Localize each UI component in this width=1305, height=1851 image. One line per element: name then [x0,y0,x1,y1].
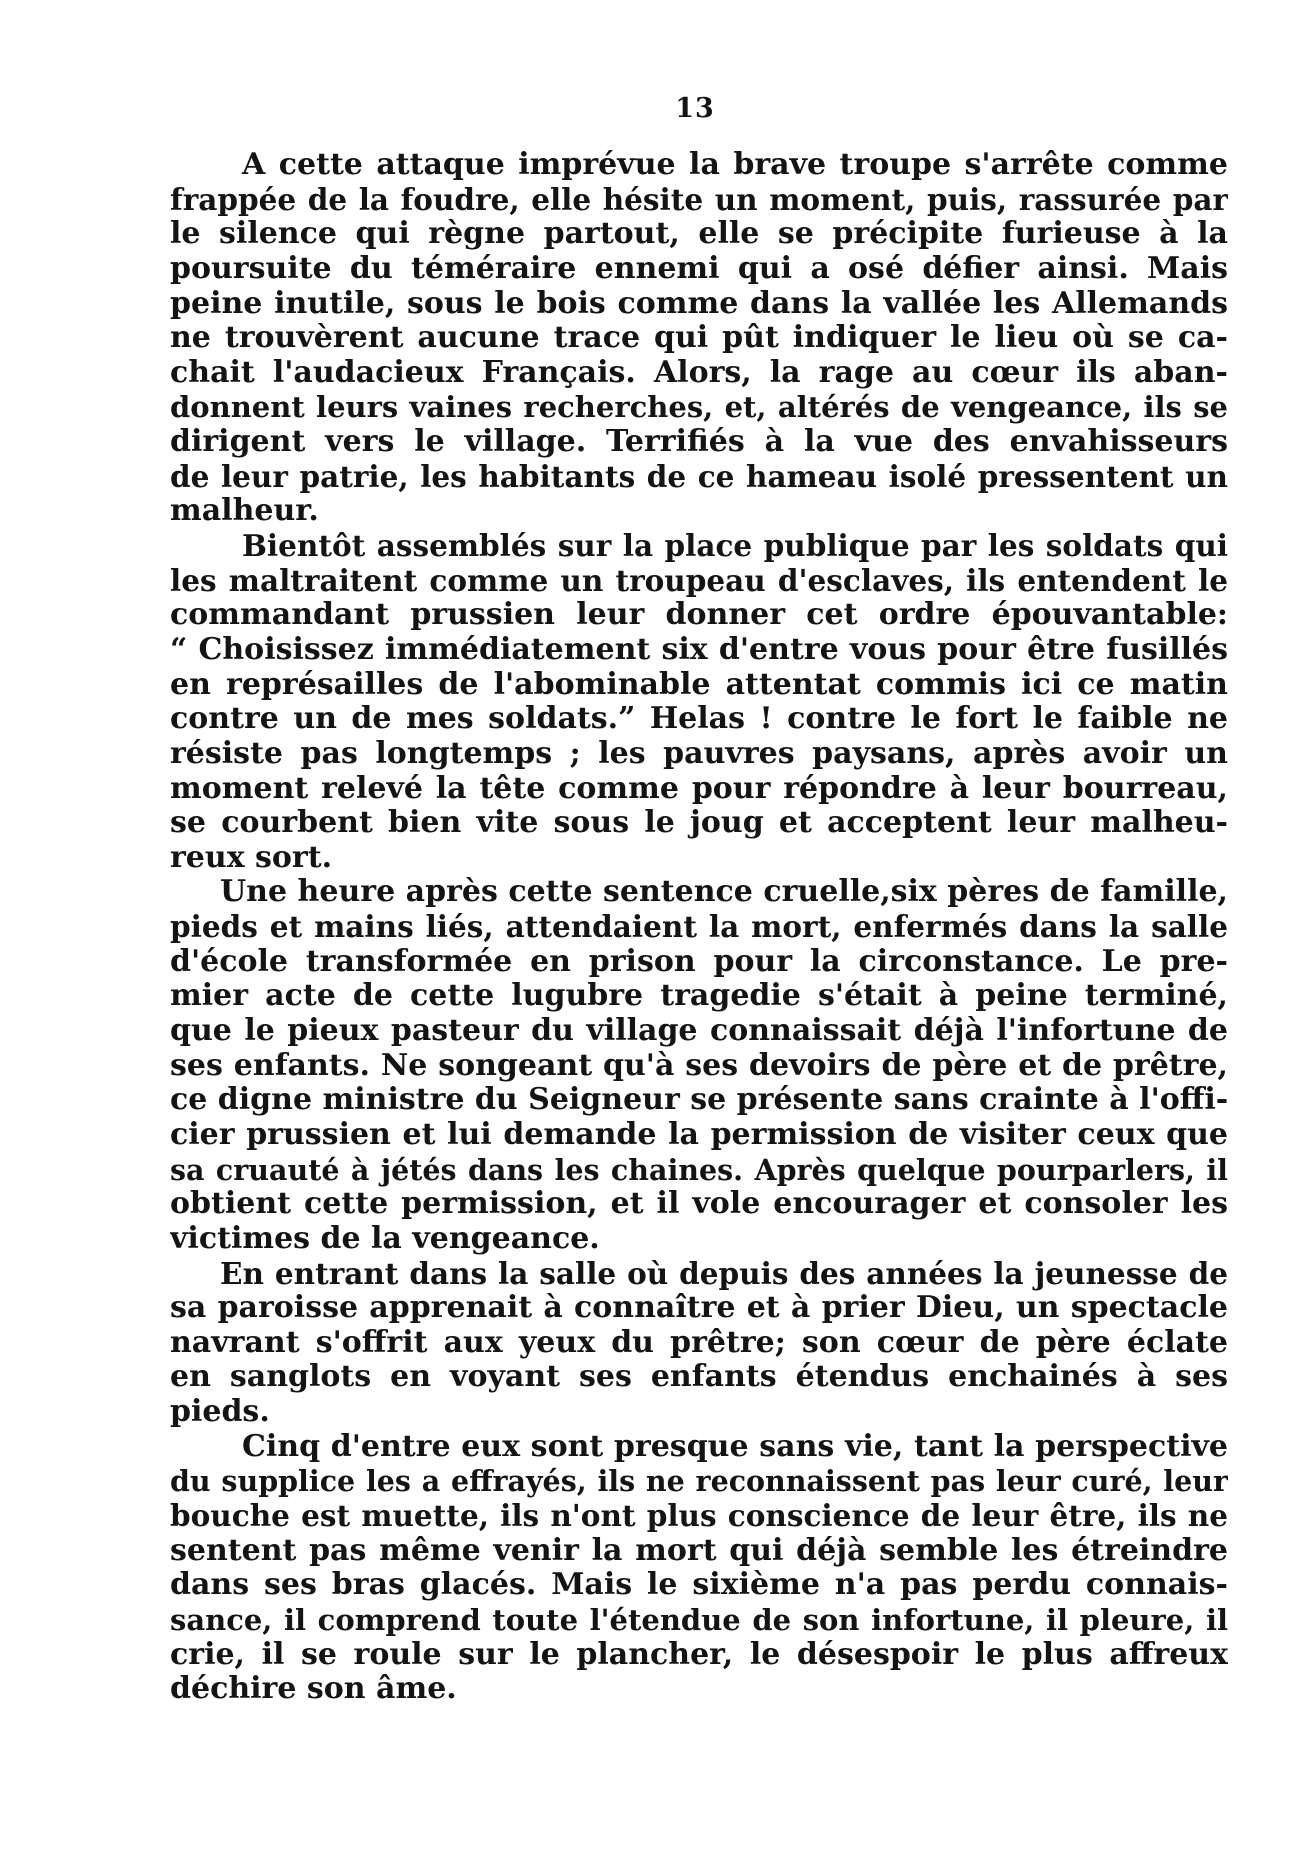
text-line: Cinq d'entre eux sont presque sans vie, tant la perspective [242,1429,1228,1464]
text-line: poursuite du téméraire ennemi qui a osé défier ainsi. Mais [170,251,1228,286]
text-line: les maltraitent comme un troupeau d'esclaves, ils entendent le [170,563,1228,598]
text-line: cier prussien et lui demande la permission de visiter ceux que [170,1117,1228,1152]
text-line: obtient cette permission, et il vole encourager et consoler les [170,1187,1228,1222]
text-line: dirigent vers le village. Terrifiés à la vue des envahisseurs [170,425,1228,460]
text-line: dans ses bras glacés. Mais le sixième n'a pas perdu connais- [170,1568,1228,1603]
text-line: Une heure après cette sentence cruelle,six pères de famille, [220,875,1228,910]
text-line: frappée de la foudre, elle hésite un moment, puis, rassurée par [170,182,1228,217]
text-line: commandant prussien leur donner cet ordre épouvantable: [170,598,1228,633]
text-line: mier acte de cette lugubre tragedie s'était à peine terminé, [170,979,1228,1014]
page-text [170,148,1228,1707]
text-line: navrant s'offrit aux yeux du prêtre; son cœur de père éclate [170,1325,1228,1360]
text-line: se courbent bien vite sous le joug et acceptent leur malheu- [170,806,1228,841]
text-line: ne trouvèrent aucune trace qui pût indiquer le lieu où se ca- [170,321,1228,356]
text-line: sentent pas même venir la mort qui déjà semble les étreindre [170,1533,1228,1568]
paragraph [170,148,1228,529]
text-line: du supplice les a effrayés, ils ne reconnaissent pas leur curé, leur [170,1464,1228,1499]
text-line: En entrant dans la salle où depuis des années la jeunesse de [220,1256,1228,1291]
text-line: ses enfants. Ne songeant qu'à ses devoirs de père et de prêtre, [170,1048,1228,1083]
text-line: bouche est muette, ils n'ont plus conscience de leur être, ils ne [170,1498,1228,1533]
text-line: en sanglots en voyant ses enfants étendus enchainés à ses [170,1360,1228,1395]
text-line: sance, il comprend toute l'étendue de son infortune, il pleure, il [170,1602,1228,1637]
text-line: d'école transformée en prison pour la circonstance. Le pre- [170,944,1228,979]
text-line: sa cruauté à jétés dans les chaines. Après quelque pourparlers, il [170,1152,1228,1187]
text-line: le silence qui règne partout, elle se précipite furieuse à la [170,217,1228,252]
text-line: donnent leurs vaines recherches, et, altérés de vengeance, ils se [170,390,1228,425]
text-line: que le pieux pasteur du village connaissait déjà l'infortune de [170,1014,1228,1049]
text-line: A cette attaque imprévue la brave troupe s'arrête comme [242,148,1228,182]
text-line: déchire son âme. [170,1672,457,1707]
text-line: Bientôt assemblés sur la place publique par les soldats qui [242,529,1228,564]
text-line: ce digne ministre du Seigneur se présente sans crainte à l'offi- [170,1083,1228,1118]
paragraph [170,1430,1228,1707]
text-line: victimes de la vengeance. [170,1221,600,1256]
paragraph [170,1257,1228,1430]
text-line: malheur. [170,494,319,529]
text-line: de leur patrie, les habitants de ce hameau isolé pressentent un [170,459,1228,494]
text-line: “ Choisissez immédiatement six d'entre vous pour être fusillés [170,632,1228,667]
text-line: en représailles de l'abominable attentat commis ici ce matin [170,667,1228,702]
text-line: moment relevé la tête comme pour répondre à leur bourreau, [170,771,1228,806]
text-line: pieds et mains liés, attendaient la mort, enfermés dans la salle [170,910,1228,945]
text-line: contre un de mes soldats.” Helas ! contre le fort le faible ne [170,702,1228,737]
text-line: reux sort. [170,840,333,875]
text-line: pieds. [170,1395,270,1430]
text-line: crie, il se roule sur le plancher, le désespoir le plus affreux [170,1637,1228,1672]
text-line: sa paroisse apprenait à connaître et à prier Dieu, un spectacle [170,1291,1228,1326]
paragraph [170,529,1228,875]
text-line: chait l'audacieux Français. Alors, la rage au cœur ils aban- [170,355,1228,390]
text-line: peine inutile, sous le bois comme dans la vallée les Allemands [170,286,1228,321]
text-line: résiste pas longtemps ; les pauvres paysans, après avoir un [170,736,1228,771]
page-number: 13 [675,93,715,124]
paragraph [170,875,1228,1256]
